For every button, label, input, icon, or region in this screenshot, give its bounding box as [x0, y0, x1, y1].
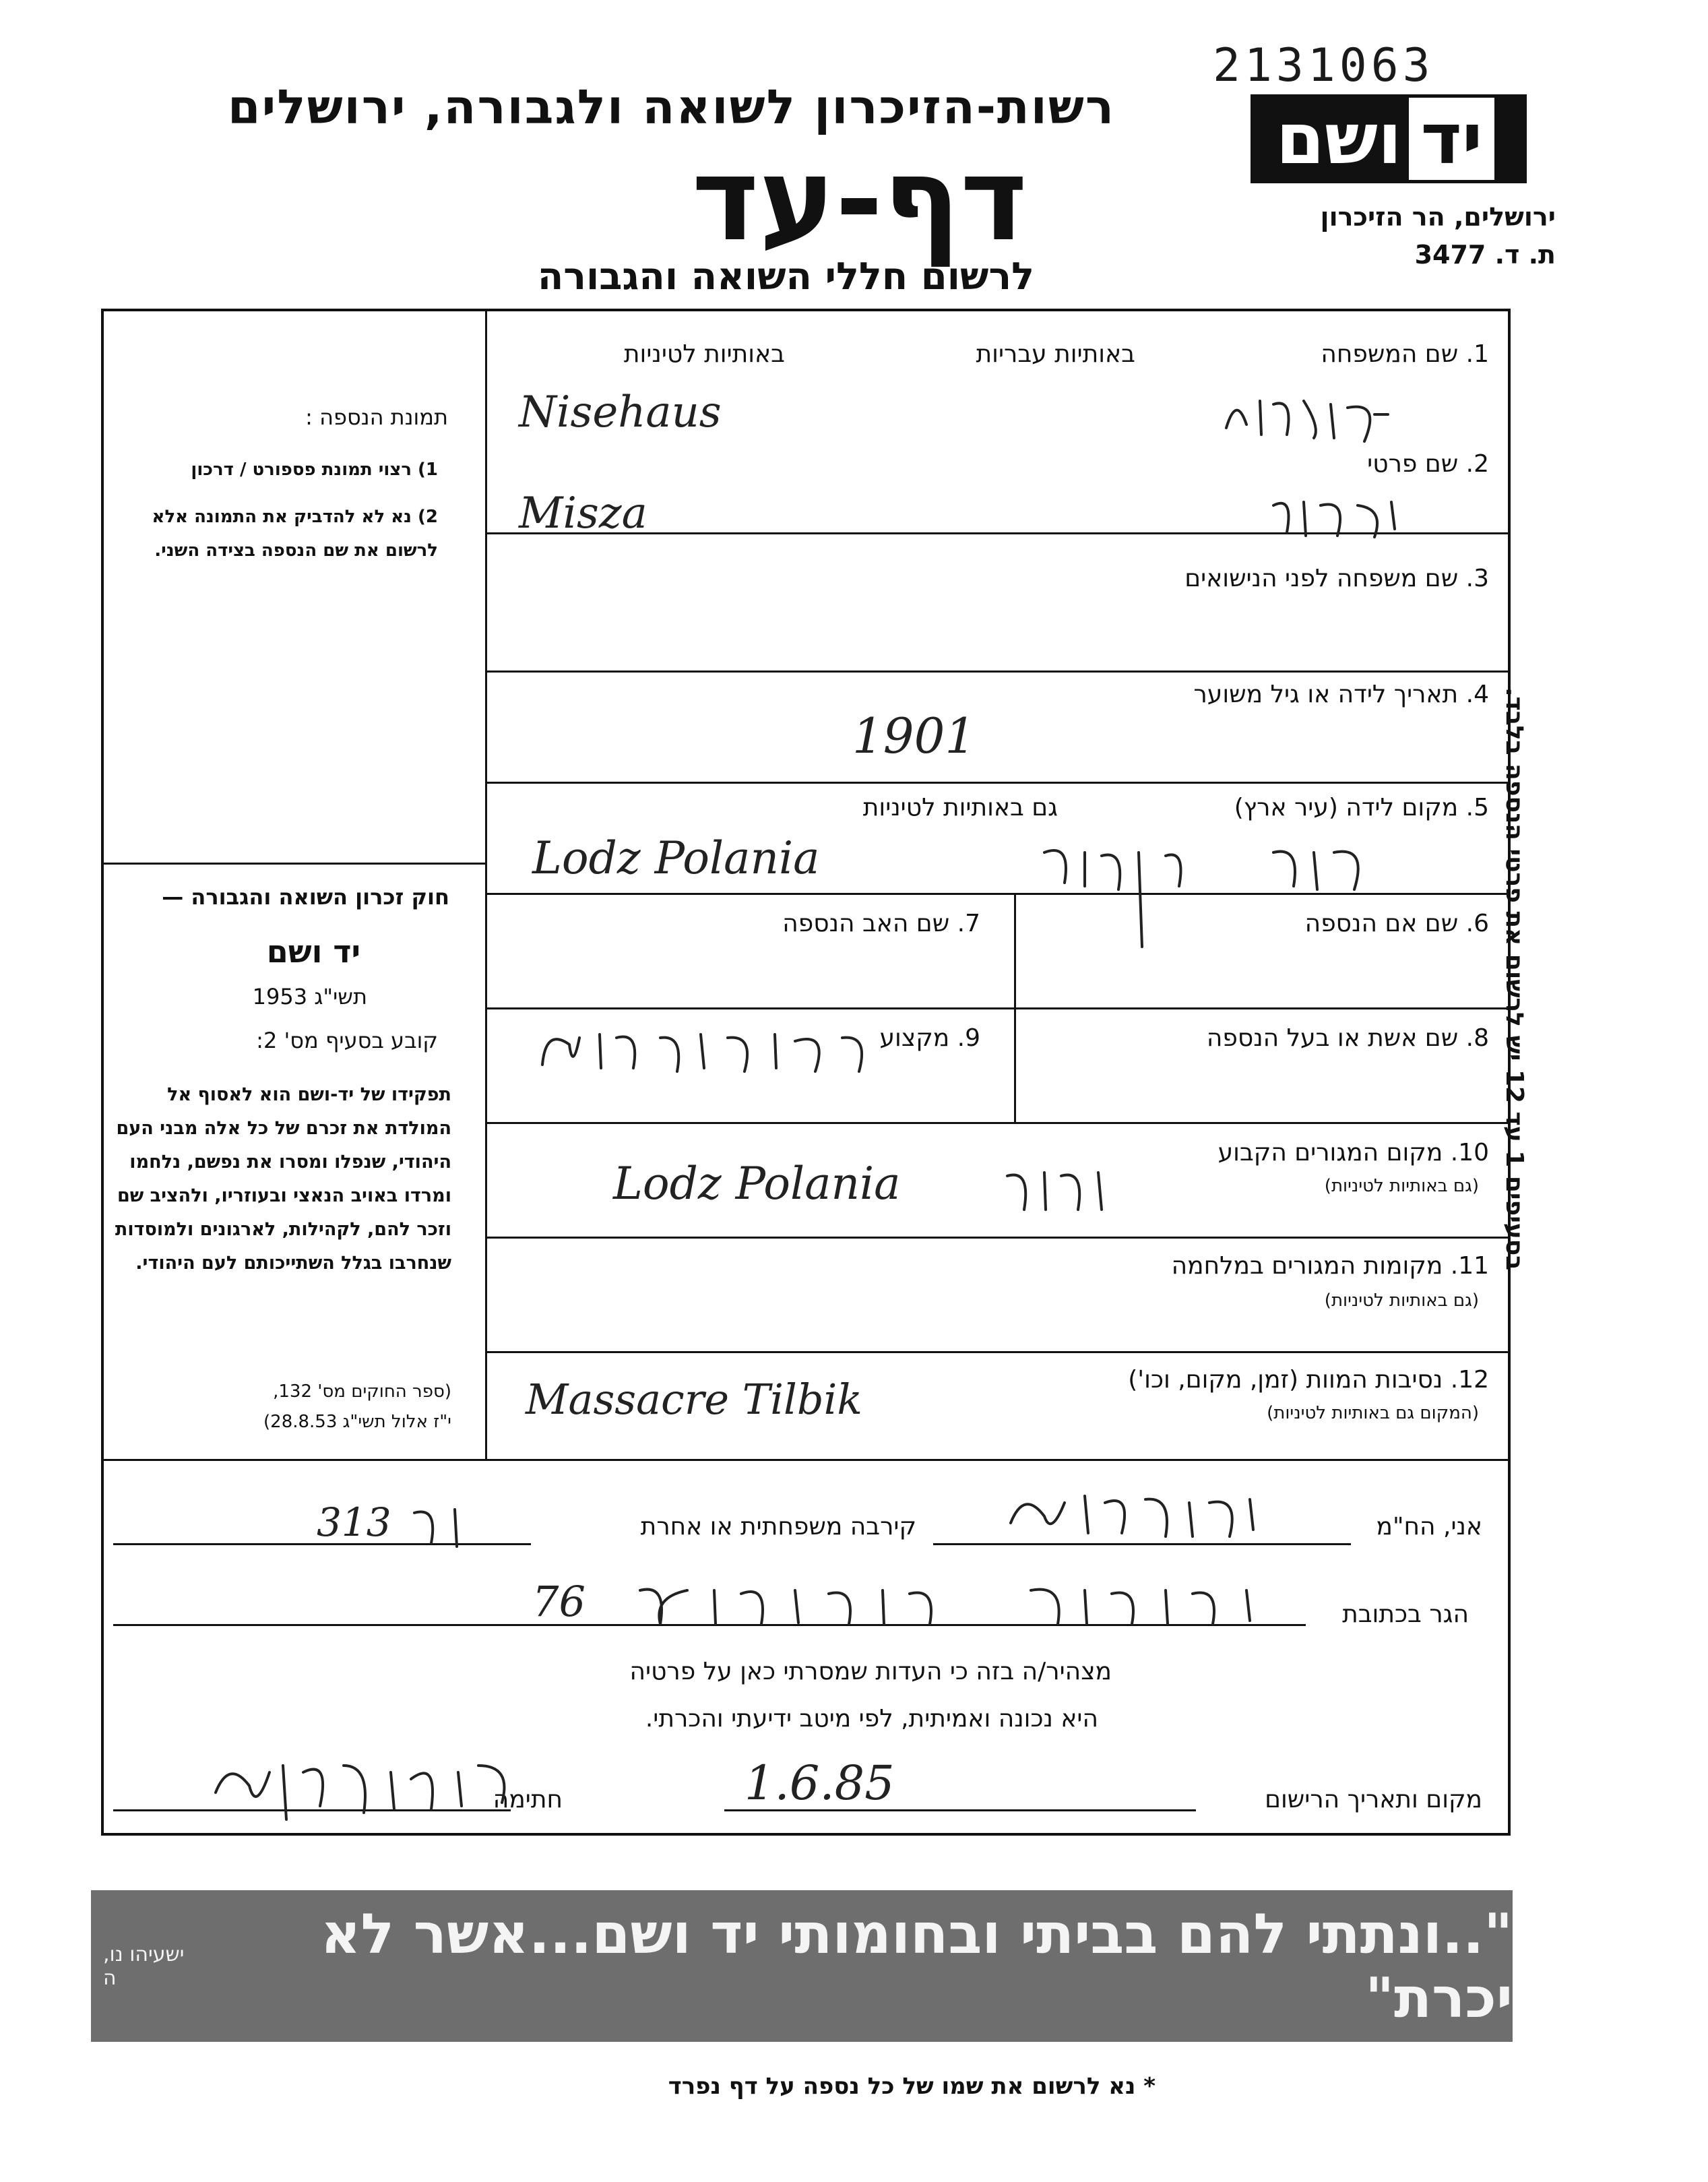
field-9-label: 9. מקצוע — [879, 1024, 980, 1052]
field-3-label: 3. שם משפחה לפני הנישואים — [1184, 565, 1489, 592]
declarant-name-handwriting — [1004, 1483, 1287, 1543]
statement-line-2: היא נכונה ואמיתית, לפי מיטב ידיעתי והכרתי. — [645, 1705, 1098, 1733]
field-11-label: 11. מקומות המגורים במלחמה — [1171, 1252, 1489, 1280]
logo-word-yad: יד — [1409, 98, 1495, 180]
field-7-label: 7. שם האב הנספה — [782, 910, 980, 937]
field-12-sublabel: (המקום גם באותיות לטיניות) — [1267, 1403, 1479, 1423]
row-line-5 — [485, 782, 1509, 784]
field-2-value-latin[interactable]: Misza — [519, 489, 647, 538]
row-line-11 — [485, 1237, 1509, 1239]
field-4-label: 4. תאריך לידה או גיל משוער — [1193, 681, 1489, 708]
authority-title: רשות-הזיכרון לשואה ולגבורה, ירושלים — [227, 80, 1115, 135]
field-1-latin-column: באותיות לטיניות — [623, 340, 785, 368]
place-date-label: מקום ותאריך הרישום — [1265, 1786, 1482, 1813]
field-2-hebrew-handwriting — [1267, 489, 1408, 542]
field-12-value-latin[interactable]: Massacre Tilbik — [526, 1375, 862, 1424]
row-line-12 — [485, 1351, 1509, 1353]
address-label: הגר בכתובת — [1342, 1600, 1469, 1628]
relation-label: קירבה משפחתית או אחרת — [640, 1513, 916, 1540]
field-1-label: 1. שם המשפחה — [1321, 340, 1489, 368]
field-10-value-latin[interactable]: Lodz Polania — [613, 1158, 901, 1210]
banner-citation: ישעיהו נו, ה — [103, 1942, 185, 1990]
split-line-6-9 — [1014, 893, 1016, 1122]
field-4-value[interactable]: 1901 — [852, 708, 976, 764]
field-8-label: 8. שם אשת או בעל הנספה — [1206, 1024, 1489, 1052]
left-panel-separator — [102, 863, 485, 865]
law-clause: קובע בסעיף מס' 2: — [256, 1028, 438, 1053]
field-5-label: 5. מקום לידה (עיר ארץ) — [1234, 794, 1489, 821]
law-source: (ספר החוקים מס' 132, — [273, 1381, 451, 1402]
field-5-latin-column: גם באותיות לטיניות — [862, 794, 1058, 821]
law-body: תפקידו של יד-ושם הוא לאסוף אל המולדת את זכרם של כל אלה מבני העם היהודי, שנפלו ומסרו את נפשם, נלחמו ומרדו באויב הנאצי ובעוזריו, ולהציב שם וזכר להם, לקהילות, לארגונים ולמוסדות שנחרבו בגלל השתייכותם לעם היהודי. — [115, 1084, 451, 1274]
declarant-line — [933, 1543, 1351, 1545]
address-line-2: ת. ד. 3477 — [1414, 240, 1556, 270]
photo-heading: תמונת הנספה : — [305, 404, 448, 430]
form-title: דף-עד — [691, 133, 1027, 267]
law-date: י"ז אלול תשי"ג 28.8.53) — [263, 1412, 451, 1432]
law-title: חוק זכרון השואה והגבורה — — [162, 884, 449, 910]
relation-value[interactable]: 313 — [317, 1499, 391, 1545]
statement-line-1: מצהיר/ה בזה כי העדות שמסרתי כאן על פרטיה — [629, 1658, 1112, 1685]
banner-quote: "..ונתתי להם בביתי ובחומותי יד ושם...אשר לא יכרת" — [320, 1902, 1513, 2030]
place-date-value[interactable]: 1.6.85 — [745, 1755, 895, 1811]
relation-hebrew-handwriting — [404, 1496, 485, 1550]
field-11-sublabel: (גם באותיות לטיניות) — [1324, 1290, 1479, 1311]
row-line-10 — [485, 1122, 1509, 1124]
footer-note: * נא לרשום את שמו של כל נספה על דף נפרד — [668, 2073, 1156, 2100]
panel-divider — [485, 310, 487, 1459]
signature-label: חתימה — [493, 1786, 563, 1813]
field-6-label: 6. שם אם הנספה — [1304, 910, 1489, 937]
field-10-label: 10. מקום המגורים הקבוע — [1217, 1139, 1489, 1166]
signature-handwriting — [202, 1745, 526, 1840]
field-10-sublabel: (גם באותיות לטיניות) — [1324, 1176, 1479, 1196]
document-number: 2131063 — [1213, 39, 1434, 92]
declarant-label: אני, הח"מ — [1376, 1513, 1482, 1540]
law-name: יד ושם — [266, 933, 360, 970]
field-2-label: 2. שם פרטי — [1367, 450, 1489, 478]
side-instruction: בסעיפים 1 עד 12 יש לרשום את פרטי הנספה בלבד. — [1500, 687, 1528, 1271]
field-1-hebrew-handwriting — [1220, 387, 1395, 448]
field-12-label: 12. נסיבות המוות (זמן, מקום, וכו') — [1128, 1366, 1489, 1394]
field-9-hebrew-handwriting — [532, 1018, 883, 1082]
address-line-1: ירושלים, הר הזיכרון — [1320, 202, 1556, 232]
yad-vashem-logo — [1251, 94, 1527, 183]
row-line-8 — [485, 1007, 1509, 1009]
address-number[interactable]: 76 — [532, 1577, 586, 1626]
field-1-value-latin[interactable]: Nisehaus — [519, 387, 722, 437]
row-line-4 — [485, 671, 1509, 673]
photo-note-2: 2) נא לא להדביק את התמונה אלא לרשום את שם הנספה בצידה השני. — [152, 507, 438, 561]
field-5-value-latin[interactable]: Lodz Polania — [532, 832, 820, 884]
quote-banner — [91, 1890, 1513, 2042]
field-1-hebrew-column: באותיות עבריות — [976, 340, 1135, 368]
address-hebrew-handwriting — [627, 1570, 1287, 1631]
law-year: תשי"ג 1953 — [252, 984, 367, 1009]
logo-word-vashem: ושם — [1275, 98, 1402, 180]
declaration-separator — [102, 1459, 1509, 1461]
field-10-hebrew-handwriting — [997, 1156, 1125, 1216]
photo-note-1: 1) רצוי תמונת פספורט / דרכון — [191, 460, 438, 480]
form-subtitle: לרשום חללי השואה והגבורה — [537, 255, 1034, 299]
